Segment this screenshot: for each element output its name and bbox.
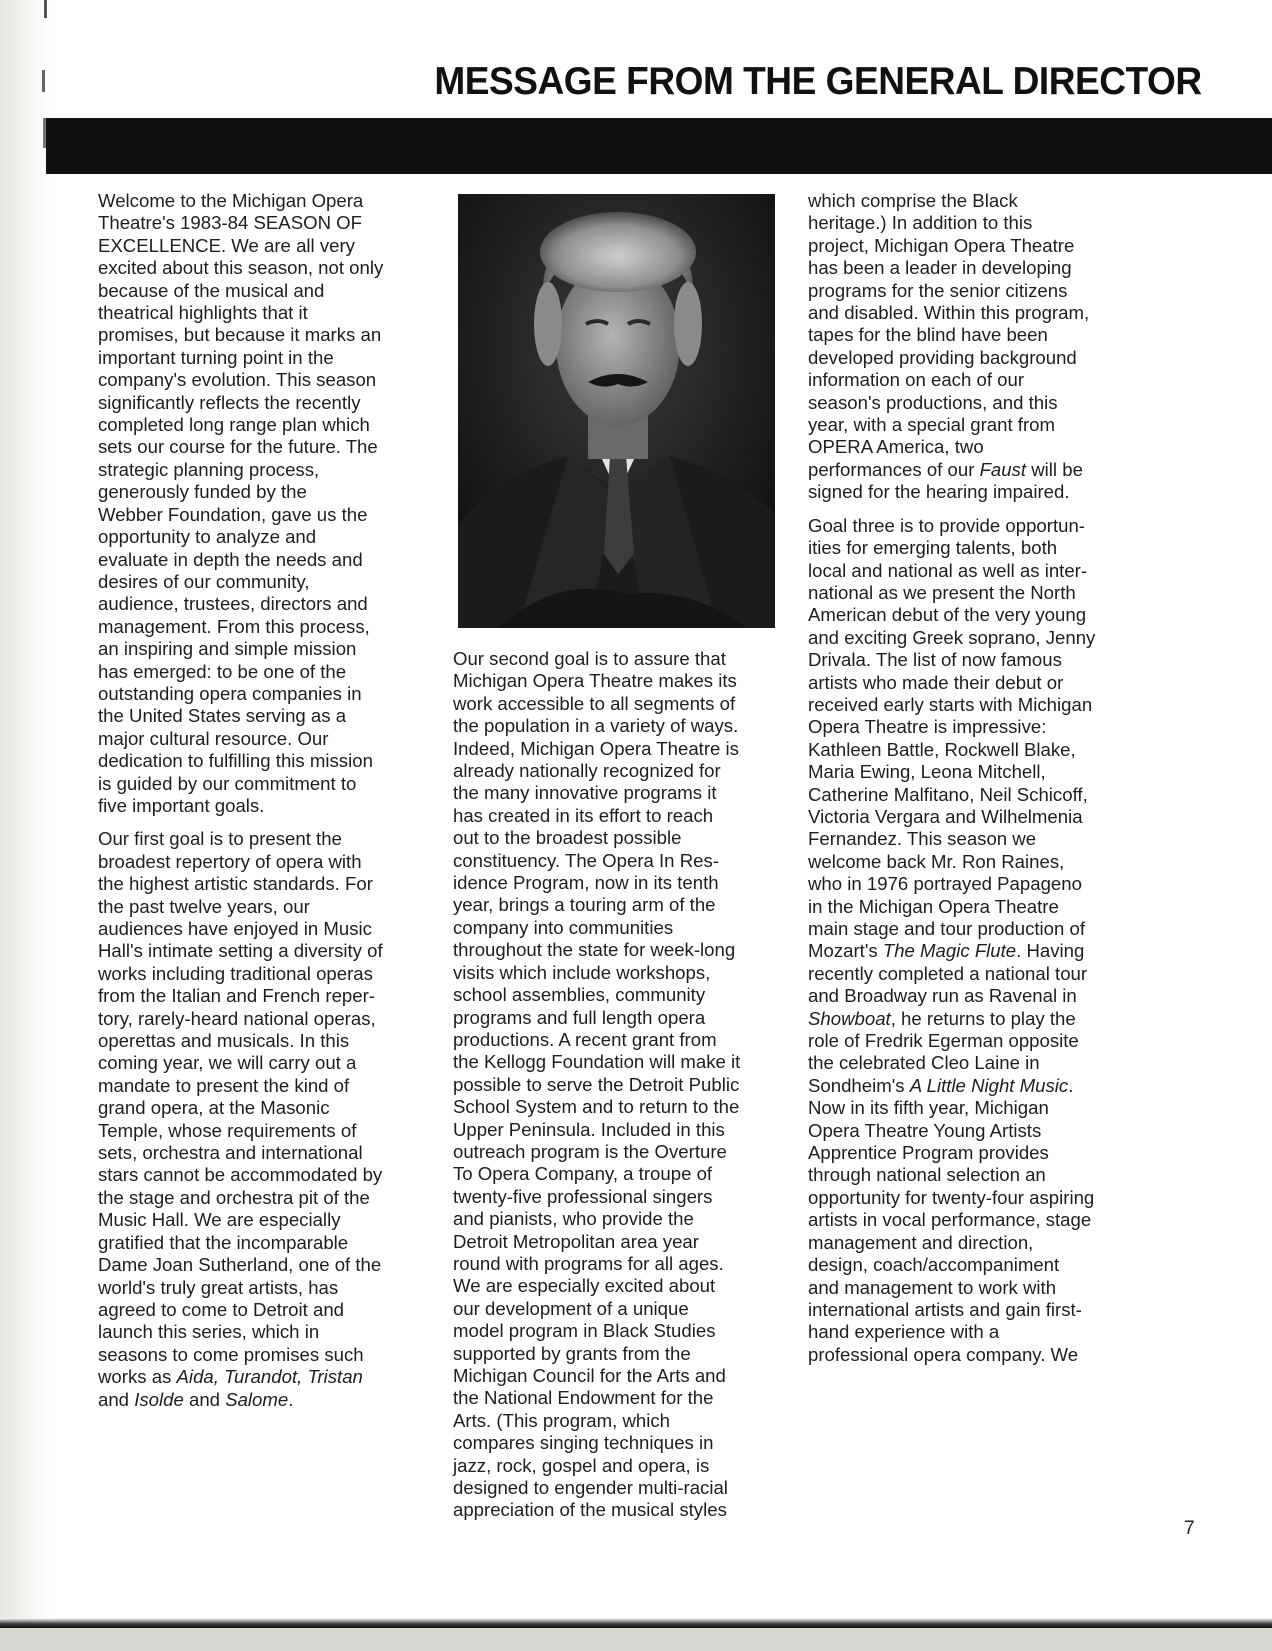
- text-line: Opera Theatre Young Artists: [808, 1119, 1042, 1141]
- text-line: Kathleen Battle, Rockwell Blake,: [808, 738, 1076, 760]
- text-line: company into communities: [453, 916, 674, 938]
- text-line: agreed to come to Detroit and: [98, 1298, 344, 1320]
- text-line: already nationally recognized for: [453, 760, 721, 782]
- text-line: heritage.) In addition to this: [808, 212, 1033, 234]
- text-line: outstanding opera companies in: [98, 682, 362, 704]
- text-line: through national selection an: [808, 1164, 1046, 1186]
- text-line: world's truly great artists, has: [98, 1276, 339, 1298]
- text-line: American debut of the very young: [808, 604, 1087, 626]
- text-line: programs for the senior citizens: [808, 279, 1068, 301]
- text-line: international artists and gain first-: [808, 1298, 1082, 1320]
- text-line: major cultural resource. Our: [98, 727, 329, 749]
- text-line: tapes for the blind have been: [808, 324, 1048, 346]
- text-line: [808, 1075, 1128, 1097]
- show-title: A Little Night Music: [909, 1074, 1069, 1096]
- text-line: the celebrated Cleo Laine in: [808, 1052, 1040, 1074]
- text-line: year, with a special grant from: [808, 414, 1055, 436]
- text-line: designed to engender multi-racial: [453, 1477, 728, 1499]
- text-line: the past twelve years, our: [98, 895, 310, 917]
- text-line: excited about this season, not only: [98, 257, 384, 279]
- text-line: Music Hall. We are especially: [98, 1209, 341, 1231]
- text-line: Theatre's 1983-84 SEASON OF: [98, 212, 362, 234]
- text-line: productions. A recent grant from: [453, 1028, 717, 1050]
- text-line: Drivala. The list of now famous: [808, 649, 1062, 671]
- text-line: OPERA America, two: [808, 436, 984, 458]
- text-line: stars cannot be accommodated by: [98, 1164, 383, 1186]
- text-run: Sondheim's: [808, 1074, 910, 1096]
- text-line: has been a leader in developing: [808, 257, 1072, 279]
- text-run: Mozart's: [808, 940, 883, 962]
- text-line: the National Endowment for the: [453, 1387, 714, 1409]
- text-line: an inspiring and simple mission: [98, 638, 357, 660]
- text-line: Michigan Opera Theatre makes its: [453, 670, 737, 692]
- text-run: and: [183, 1388, 226, 1410]
- text-line: Maria Ewing, Leona Mitchell,: [808, 761, 1046, 783]
- text-line: launch this series, which in: [98, 1321, 320, 1343]
- text-run: .: [288, 1388, 294, 1410]
- text-line: constituency. The Opera In Res-: [453, 849, 719, 871]
- opera-title: Isolde: [134, 1388, 184, 1410]
- text-line: and pianists, who provide the: [453, 1208, 694, 1230]
- portrait-photo-icon: [458, 194, 775, 628]
- text-line: year, brings a touring arm of the: [453, 894, 716, 916]
- text-line: sets our course for the future. The: [98, 436, 378, 458]
- text-line: [98, 1366, 428, 1388]
- text-line: the highest artistic standards. For: [98, 873, 373, 895]
- text-line: evaluate in depth the needs and: [98, 548, 363, 570]
- text-line: Arts. (This program, which: [453, 1409, 670, 1431]
- text-line: opportunity to analyze and: [98, 526, 317, 548]
- text-line: local and national as well as inter-: [808, 559, 1088, 581]
- opera-titles: Aida, Turandot, Tristan: [176, 1366, 363, 1388]
- page-bottom-edge: [0, 1618, 1272, 1628]
- text-line: seasons to come promises such: [98, 1343, 364, 1365]
- text-run: , he returns to play the: [890, 1007, 1076, 1029]
- text-line: is guided by our commitment to: [98, 772, 357, 794]
- opera-title: The Magic Flute: [882, 940, 1017, 962]
- text-line: the stage and orchestra pit of the: [98, 1186, 370, 1208]
- text-line: Dame Joan Sutherland, one of the: [98, 1254, 382, 1276]
- paragraph-goal-three: [808, 515, 1128, 1366]
- text-line: work accessible to all segments of: [453, 692, 736, 714]
- text-line: audiences have enjoyed in Music: [98, 918, 372, 939]
- text-line: twenty-five professional singers: [453, 1185, 713, 1207]
- text-line: model program in Black Studies: [453, 1320, 716, 1342]
- text-line: season's productions, and this: [808, 391, 1058, 413]
- text-line: appreciation of the musical styles: [453, 1499, 727, 1521]
- text-line: Fernandez. This season we: [808, 828, 1037, 850]
- page-bottom-strip: [0, 1628, 1272, 1651]
- text-run: performances of our: [808, 458, 980, 480]
- text-line: supported by grants from the: [453, 1342, 691, 1364]
- text-line: Our first goal is to present the: [98, 828, 342, 850]
- text-line: jazz, rock, gospel and opera, is: [453, 1454, 710, 1476]
- text-line: sets, orchestra and international: [98, 1142, 363, 1164]
- text-line: broadest repertory of opera with: [98, 850, 362, 872]
- text-line: Temple, whose requirements of: [98, 1119, 357, 1141]
- text-line: dedication to fulfilling this mission: [98, 750, 373, 772]
- text-line: Indeed, Michigan Opera Theatre is: [453, 737, 739, 759]
- text-line: welcome back Mr. Ron Raines,: [808, 850, 1065, 872]
- text-line: Apprentice Program provides: [808, 1142, 1049, 1164]
- text-line: national as we present the North: [808, 581, 1076, 603]
- text-line: Webber Foundation, gave us the: [98, 503, 368, 525]
- text-line: project, Michigan Opera Theatre: [808, 234, 1075, 256]
- text-line: and Broadway run as Ravenal in: [808, 985, 1077, 1007]
- paragraph-first-goal: [98, 828, 428, 1411]
- text-line: because of the musical and: [98, 279, 325, 301]
- text-line: We are especially excited about: [453, 1275, 716, 1297]
- text-line: from the Italian and French reper-: [98, 985, 375, 1007]
- text-line: professional opera company. We: [808, 1343, 1079, 1365]
- text-line: compares singing techniques in: [453, 1432, 714, 1454]
- text-line: Opera Theatre is impressive:: [808, 716, 1047, 738]
- text-line: Upper Peninsula. Included in this: [453, 1118, 725, 1140]
- text-line: gratified that the incomparable: [98, 1231, 349, 1253]
- text-line: coming year, we will carry out a: [98, 1052, 357, 1074]
- text-line: Michigan Council for the Arts and: [453, 1365, 726, 1386]
- text-line: hand experience with a: [808, 1321, 1000, 1343]
- text-line: [808, 1008, 1128, 1030]
- text-line: tory, rarely-heard national operas,: [98, 1007, 376, 1029]
- text-line: role of Fredrik Egerman opposite: [808, 1030, 1079, 1052]
- text-line: main stage and tour production of: [808, 918, 1086, 939]
- text-line: programs and full length opera: [453, 1006, 706, 1028]
- text-line: promises, but because it marks an: [98, 324, 382, 346]
- page-gutter: [0, 0, 52, 1651]
- text-line: To Opera Company, a troupe of: [453, 1163, 713, 1185]
- text-line: Detroit Metropolitan area year: [453, 1230, 699, 1252]
- text-line: management. From this process,: [98, 615, 370, 637]
- text-line: artists in vocal performance, stage: [808, 1209, 1092, 1231]
- text-line: the population in a variety of ways.: [453, 715, 739, 737]
- text-line: grand opera, at the Masonic: [98, 1097, 330, 1119]
- text-line: outreach program is the Overture: [453, 1140, 727, 1162]
- text-line: the United States serving as a: [98, 705, 347, 727]
- text-line: completed long range plan which: [98, 414, 370, 436]
- text-line: five important goals.: [98, 794, 265, 816]
- text-line: which comprise the Black: [808, 190, 1018, 211]
- text-line: our development of a unique: [453, 1297, 689, 1319]
- text-line: School System and to return to the: [453, 1096, 740, 1118]
- text-line: in the Michigan Opera Theatre: [808, 895, 1059, 917]
- paragraph-second-goal: [453, 648, 783, 1522]
- text-line: Our second goal is to assure that: [453, 648, 726, 669]
- text-line: out to the broadest possible: [453, 827, 682, 849]
- text-line: Welcome to the Michigan Opera: [98, 190, 364, 211]
- text-run: .: [1068, 1074, 1074, 1096]
- page-number: 7: [1184, 1518, 1195, 1539]
- column-2: [453, 648, 783, 1522]
- text-line: works including traditional operas: [98, 962, 373, 984]
- text-line: developed providing background: [808, 346, 1077, 368]
- text-run: works as: [98, 1366, 177, 1388]
- text-line: Now in its fifth year, Michigan: [808, 1097, 1049, 1119]
- text-line: who in 1976 portrayed Papageno: [808, 873, 1082, 895]
- text-line: has emerged: to be one of the: [98, 660, 347, 682]
- text-line: mandate to present the kind of: [98, 1074, 350, 1096]
- text-line: round with programs for all ages.: [453, 1252, 724, 1274]
- text-line: desires of our community,: [98, 570, 310, 592]
- text-line: ities for emerging talents, both: [808, 537, 1058, 559]
- text-line: the Kellogg Foundation will make it: [453, 1051, 741, 1073]
- text-line: generously funded by the: [98, 481, 307, 503]
- text-line: strategic planning process,: [98, 458, 320, 480]
- text-line: school assemblies, community: [453, 984, 706, 1006]
- text-run: will be: [1026, 458, 1083, 480]
- text-line: theatrical highlights that it: [98, 302, 308, 324]
- text-line: Victoria Vergara and Wilhelmenia: [808, 805, 1083, 827]
- text-line: possible to serve the Detroit Public: [453, 1073, 740, 1095]
- text-line: opportunity for twenty-four aspiring: [808, 1186, 1095, 1208]
- opera-title: Salome: [225, 1388, 289, 1410]
- text-line: audience, trustees, directors and: [98, 593, 368, 615]
- show-title: Showboat: [808, 1007, 891, 1029]
- text-line: information on each of our: [808, 369, 1025, 391]
- paragraph-welcome: [98, 190, 428, 817]
- text-line: artists who made their debut or: [808, 671, 1064, 693]
- text-line: signed for the hearing impaired.: [808, 481, 1070, 503]
- text-line: [808, 459, 1128, 481]
- column-3: [808, 190, 1128, 1366]
- text-line: throughout the state for week-long: [453, 939, 736, 961]
- paragraph-black-heritage: [808, 190, 1128, 504]
- text-line: and disabled. Within this program,: [808, 302, 1090, 324]
- text-line: design, coach/accompaniment: [808, 1254, 1060, 1276]
- text-line: significantly reflects the recently: [98, 391, 361, 413]
- title-bar: [46, 118, 1272, 174]
- text-run: and: [98, 1388, 135, 1410]
- text-line: Catherine Malfitano, Neil Schicoff,: [808, 783, 1088, 805]
- text-line: the many innovative programs it: [453, 782, 717, 804]
- text-line: [98, 1389, 428, 1411]
- page-title: MESSAGE FROM THE GENERAL DIRECTOR: [434, 60, 1202, 103]
- text-line: company's evolution. This season: [98, 369, 377, 391]
- text-line: has created in its effort to reach: [453, 804, 714, 826]
- text-line: Hall's intimate setting a diversity of: [98, 940, 383, 962]
- text-run: . Having: [1016, 940, 1085, 962]
- column-1: [98, 190, 428, 1411]
- text-line: [808, 940, 1128, 962]
- text-line: idence Program, now in its tenth: [453, 872, 719, 894]
- text-line: recently completed a national tour: [808, 962, 1088, 984]
- text-line: EXCELLENCE. We are all very: [98, 234, 355, 256]
- text-line: important turning point in the: [98, 346, 334, 368]
- text-line: operettas and musicals. In this: [98, 1030, 350, 1052]
- general-director-photo: [458, 194, 775, 628]
- text-line: received early starts with Michigan: [808, 693, 1093, 715]
- text-line: Goal three is to provide opportun-: [808, 514, 1085, 536]
- text-line: and exciting Greek soprano, Jenny: [808, 626, 1096, 648]
- text-line: management and direction,: [808, 1231, 1034, 1253]
- opera-title: Faust: [979, 458, 1027, 480]
- text-line: visits which include workshops,: [453, 961, 711, 983]
- text-line: and management to work with: [808, 1276, 1057, 1298]
